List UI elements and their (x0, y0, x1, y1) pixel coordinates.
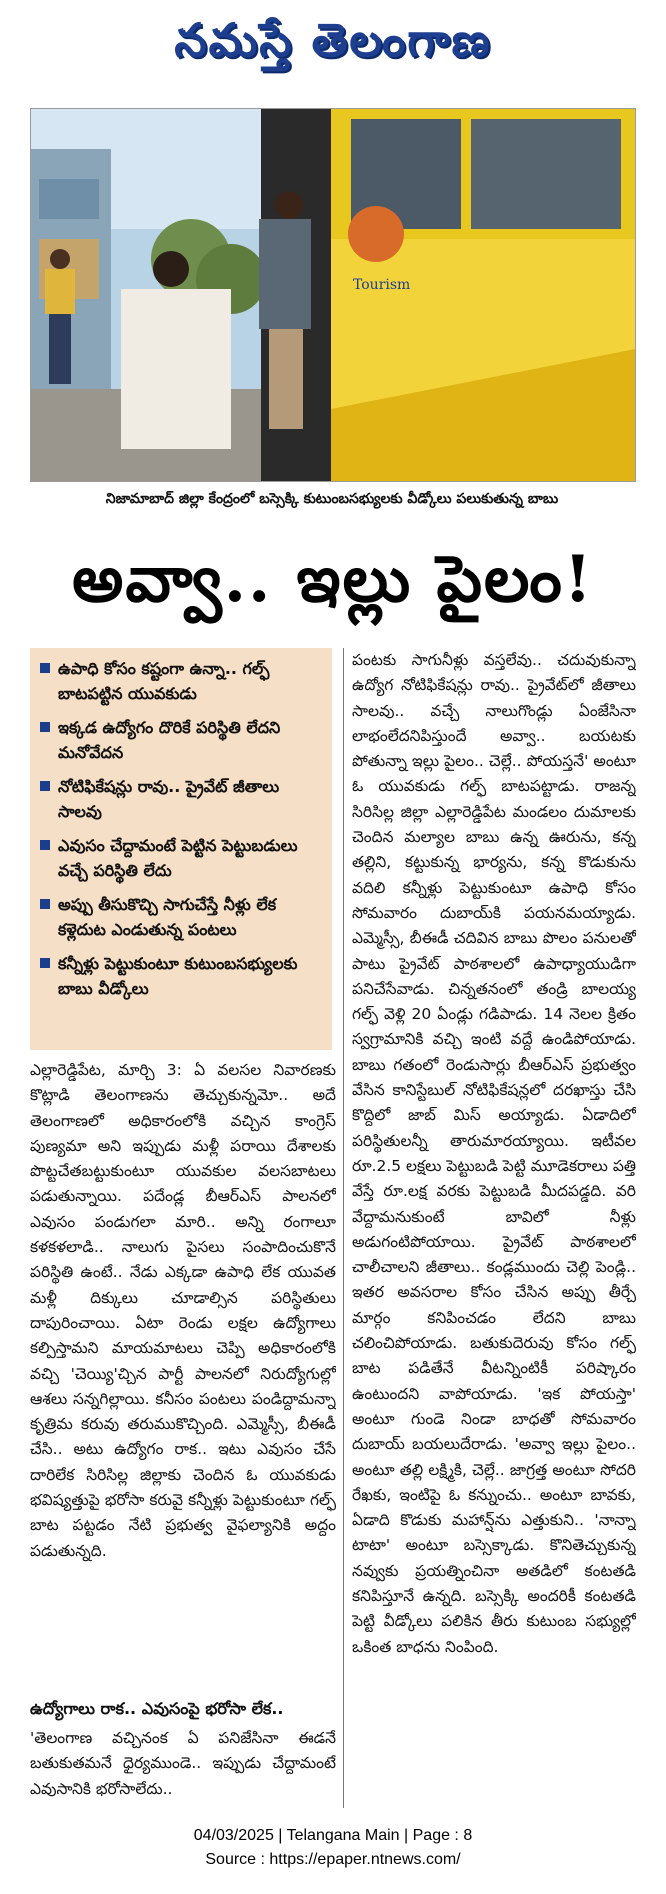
headline: అవ్వా.. ఇల్లు పైలం! (72, 542, 594, 617)
article-column-left-tail (30, 1726, 336, 1810)
highlight-text: నోటిఫికేషన్లు రావు.. ప్రైవేట్ జీతాలు సాలవు (58, 777, 280, 821)
footer-source-link[interactable]: Source : https://epaper.ntnews.com/ (205, 1851, 461, 1868)
news-photo (30, 108, 636, 482)
highlight-item (40, 715, 322, 765)
highlight-item (40, 833, 322, 883)
photo-caption: నిజామాబాద్ జిల్లా కేంద్రంలో బస్సెక్కి కుటుంబసభ్యులకు వీడ్కోలు పలుకుతున్న బాబు (105, 491, 559, 507)
column-divider (343, 648, 344, 1808)
article-subhead: ఉద్యోగాలు రాక.. ఎవుసంపై భరోసా లేక.. (30, 1699, 284, 1718)
article-paragraph: ఎల్లారెడ్డిపేట, మార్చి 3: ఏ వలసల నివారణకు కొట్లాడి తెలంగాణను తెచ్చుకున్నమో.. అదే తెలంగాణలో అధికారంలోకి వచ్చిన కాంగ్రెస్ పుణ్యమా అని ఇప్పుడు మళ్లీ పరాయి దేశాలకు పొట్టచేతబట్టుకుంటూ యువకుల వలసబాటలు పడుతున్నాయి. పదేండ్ల బీఆర్ఎస్ పాలనలో ఎవుసం పండుగలా మారి.. అన్ని రంగాలూ కళకళలాడి.. నాలుగు పైసలు సంపాదించుకొనే పరిస్థితి ఉంటే.. నేడు ఎక్కడా ఉపాధి లేక యువత మళ్లీ దిక్కులు చూడాల్సిన పరిస్థితులు దాపురించాయి. ఏటా రెండు లక్షల ఉద్యోగాలు కల్పిస్తామని మాయమాటలు చెప్పి అధికారంలోకి వచ్చి 'చెయ్యి'చ్చిన పార్టీ పాలనలో నిరుద్యోగుల్లో ఆశలు సన్నగిల్లాయి. కనీసం పంటలు పండిద్దామన్నా కృత్రిమ కరువు తరుముకొచ్చింది. ఎమ్మెస్సీ, బీఈడీ చేసి.. అటు ఉద్యోగం రాక.. ఇటు ఎవుసం చేసే దారిలేక సిరిసిల్ల జిల్లాకు చెందిన ఓ యువకుడు భవిష్యత్తుపై భరోసా కరువై కన్నీళ్లు పెట్టుకుంటూ గల్ఫ్ బాట పట్టడం నేటి ప్రభుత్వ వైఫల్యానికి అద్దం పడుతున్నది. (30, 1061, 336, 1560)
square-bullet-icon (40, 958, 50, 968)
page-footer (0, 1824, 666, 1872)
square-bullet-icon (40, 663, 50, 673)
highlight-text: అప్పు తీసుకొచ్చి సాగుచేస్తే నీళ్లు లేక కళ్లెదుట ఎండుతున్న పంటలు (58, 895, 277, 939)
highlight-text: ఇక్కడ ఉద్యోగం దొరికే పరిస్థితి లేదని మనోవేదన (58, 718, 281, 762)
article-paragraph: 'తెలంగాణ వచ్చినంక ఏ పనిజేసినా ఈడనే బతుకుతమనే ధైర్యముండె.. ఇప్పుడు చేద్దామంటే ఎవుసానికి భరోసాలేదు.. (30, 1729, 336, 1798)
highlight-item (40, 656, 322, 706)
article-paragraph: పంటకు సాగునీళ్లు వస్తలేవు.. చదువుకున్నా ఉద్యోగ నోటిఫికేషన్లు రావు.. ప్రైవేట్‌లో జీతాలు సాలవు.. వచ్చే నాలుగొండ్లు ఏంజేసినా లాభంలేదనిపిస్తుందే అవ్వా.. బయటకు పోతున్నా ఇల్లు పైలం.. చెల్లే.. పోయస్తనే' అంటూ ఓ యువకుడు గల్ఫ్ బాటపట్టాడు. రాజన్న సిరిసిల్ల జిల్లా ఎల్లారెడ్డిపేట మండలం దుమాలకు చెందిన మల్యాల బాబు ఉన్న ఊరును, కన్న తల్లిని, కట్టుకున్న భార్యను, కన్న కొడుకును వదిలి కన్నీళ్లు పెట్టుకుంటూ ఉపాధి కోసం సోమవారం దుబాయ్‌కి పయనమయ్యాడు. ఎమ్మెస్సీ, బీఈడీ చదివిన బాబు పొలం పనులతో పాటు ప్రైవేట్ పాఠశాలలో ఉపాధ్యాయుడిగా పనిచేసేవాడు. చిన్నతనంలో తండ్రి బాలయ్య గల్ఫ్ వెళ్లి 20 ఏండ్లు గడిపాడు. 14 నెలల క్రితం స్వగ్రామానికి వచ్చి ఇంటి వద్దే ఉండిపోయాడు. బాబు గతంలో రెండుసార్లు బీఆర్ఎస్ ప్రభుత్వం వేసిన కానిస్టేబుల్ నోటిఫికేషన్లలో దరఖాస్తు చేసి కొద్దిలో జాబ్ మిస్ అయ్యాడు. ఏడాదిలో పరిస్థితులన్నీ తారుమారయ్యాయి. ఇటీవల రూ.2.5 లక్షలు పెట్టుబడి పెట్టి మూడెకరాలు పత్తి వేస్తే రూ.లక్ష వరకు పెట్టుబడి మీదపడ్డది. వరి వేద్దామనుకుంటే బావిలో నీళ్లు అడుగంటిపోయాయి. ప్రైవేట్ పాఠశాలలో చాలీచాలని జీతాలు.. కండ్లముందు చెల్లి పెండ్లి.. ఇతర అవసరాల కోసం చేసిన అప్పు తీర్చే మార్గం కనిపించడం లేదని బాబు చలించిపోయాడు. బతుకుదెరువు కోసం గల్ఫ్ బాట పడితేనే వీటన్నింటికీ పరిష్కారం ఉంటుందని వాపోయాడు. 'ఇక పోయస్తా' అంటూ గుండె నిండా బాధతో సోమవారం దుబాయ్ బయలుదేరాడు. 'అవ్వా ఇల్లు పైలం.. అంటూ తల్లి లక్ష్మికి, చెల్లే.. జాగ్రత్త అంటూ సోదరి రేఖకు, ఇంటిపై ఓ కన్నుంచు.. అంటూ బావకు, ఏడాది కొడుకు మహాన్ష్‌ను ఎత్తుకుని.. 'నాన్నా టాటా' అంటూ బస్సెక్కాడు. కొనితెచ్చుకున్న నవ్వుకు ప్రయత్నించినా అతడిలో కంటతడి కనిపిస్తూనే ఉన్నది. బస్సెక్కి అందరికీ కంటతడి పెట్టి వీడ్కోలు పలికిన తీరు కుటుంబ సభ్యుల్లో ఒకింత బాధను నింపింది. (352, 651, 636, 1656)
highlight-item (40, 892, 322, 942)
article-column-left (30, 1058, 336, 1688)
bus-logo-text: Tourism (353, 277, 411, 293)
square-bullet-icon (40, 899, 50, 909)
article-column-right (352, 648, 636, 1810)
photo-illustration (31, 109, 635, 481)
square-bullet-icon (40, 781, 50, 791)
square-bullet-icon (40, 722, 50, 732)
square-bullet-icon (40, 840, 50, 850)
highlight-item (40, 951, 322, 1001)
masthead (0, 0, 666, 92)
highlight-text: కన్నీళ్లు పెట్టుకుంటూ కుటుంబసభ్యులకు బాబు వీడ్కోలు (58, 954, 298, 998)
highlight-item (40, 774, 322, 824)
highlight-text: ఉపాధి కోసం కష్టంగా ఉన్నా.. గల్ఫ్ బాటపట్టిన యువకుడు (58, 659, 270, 703)
footer-edition-info: 04/03/2025 | Telangana Main | Page : 8 (193, 1827, 473, 1844)
highlight-text: ఎవుసం చేద్దామంటే పెట్టిన పెట్టుబడులు వచ్చే పరిస్థితి లేదు (58, 836, 298, 880)
highlights-box (30, 648, 332, 1050)
masthead-title: నమస్తే తెలంగాణ (174, 13, 492, 67)
